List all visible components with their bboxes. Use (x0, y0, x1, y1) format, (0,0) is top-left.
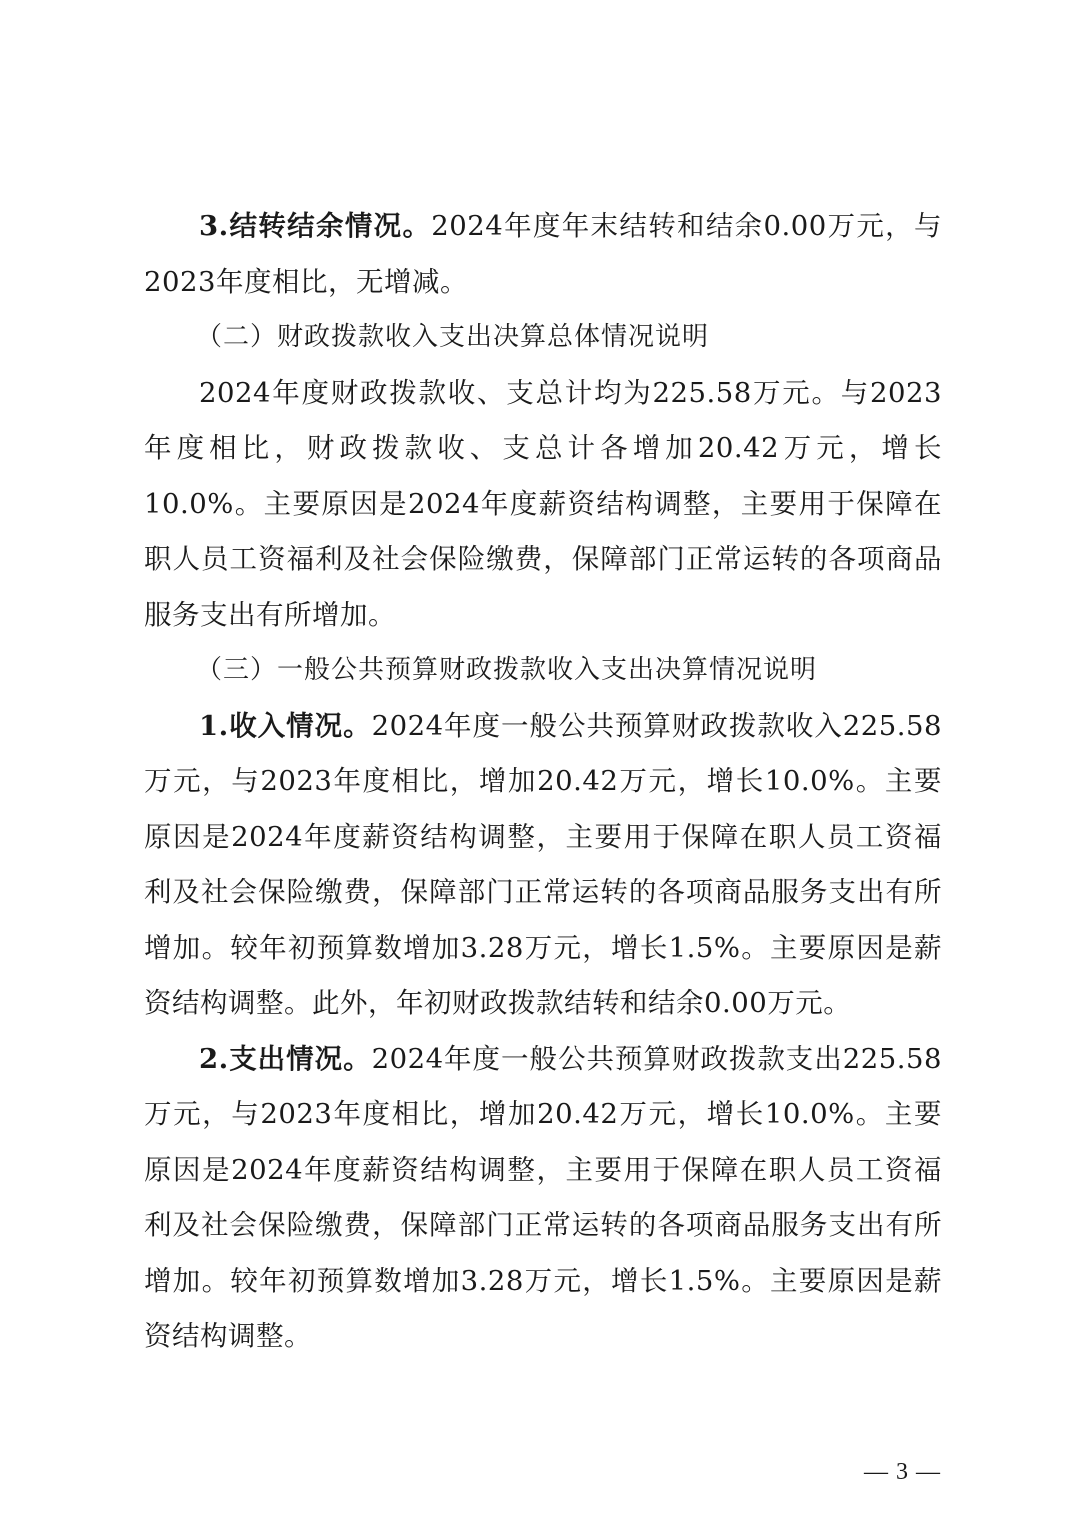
section-3-heading: （三）一般公共预算财政拨款收入支出决算情况说明 (196, 655, 818, 685)
fiscal-total-paragraph (144, 366, 942, 644)
section-2-heading: （二）财政拨款收入支出决算总体情况说明 (196, 322, 710, 352)
expenditure-heading: 2.支出情况。 (199, 1042, 372, 1075)
income-heading: 1.收入情况。 (199, 709, 372, 742)
fiscal-total-text: 2024年度财政拨款收、支总计均为225.58万元。与2023年度相比，财政拨款收、支总计各增加20.42万元，增长10.0%。主要原因是2024年度薪资结构调整，主要用于保障在职人员工资福利及社会保险缴费，保障部门正常运转的各项商品服务支出有所增加。 (144, 376, 942, 631)
page-number: — 3 — (864, 1459, 941, 1485)
expenditure-text: 2024年度一般公共预算财政拨款支出225.58万元，与2023年度相比，增加20.42万元，增长10.0%。主要原因是2024年度薪资结构调整，主要用于保障在职人员工资福利及社会保险缴费，保障部门正常运转的各项商品服务支出有所增加。较年初预算数增加3.28万元，增长1.5%。主要原因是薪资结构调整。 (144, 1042, 942, 1352)
carryover-paragraph (144, 199, 942, 310)
carryover-heading: 3.结转结余情况。 (199, 210, 432, 242)
income-paragraph (144, 699, 942, 1032)
income-text: 2024年度一般公共预算财政拨款收入225.58万元，与2023年度相比，增加20.42万元，增长10.0%。主要原因是2024年度薪资结构调整，主要用于保障在职人员工资福利及社会保险缴费，保障部门正常运转的各项商品服务支出有所增加。较年初预算数增加3.28万元，增长1.5%。主要原因是薪资结构调整。此外，年初财政拨款结转和结余0.00万元。 (144, 709, 942, 1019)
expenditure-paragraph (144, 1032, 942, 1365)
carryover-text: 2024年度年末结转和结余0.00万元，与2023年度相比，无增减。 (144, 210, 942, 298)
document-body (144, 199, 942, 1365)
